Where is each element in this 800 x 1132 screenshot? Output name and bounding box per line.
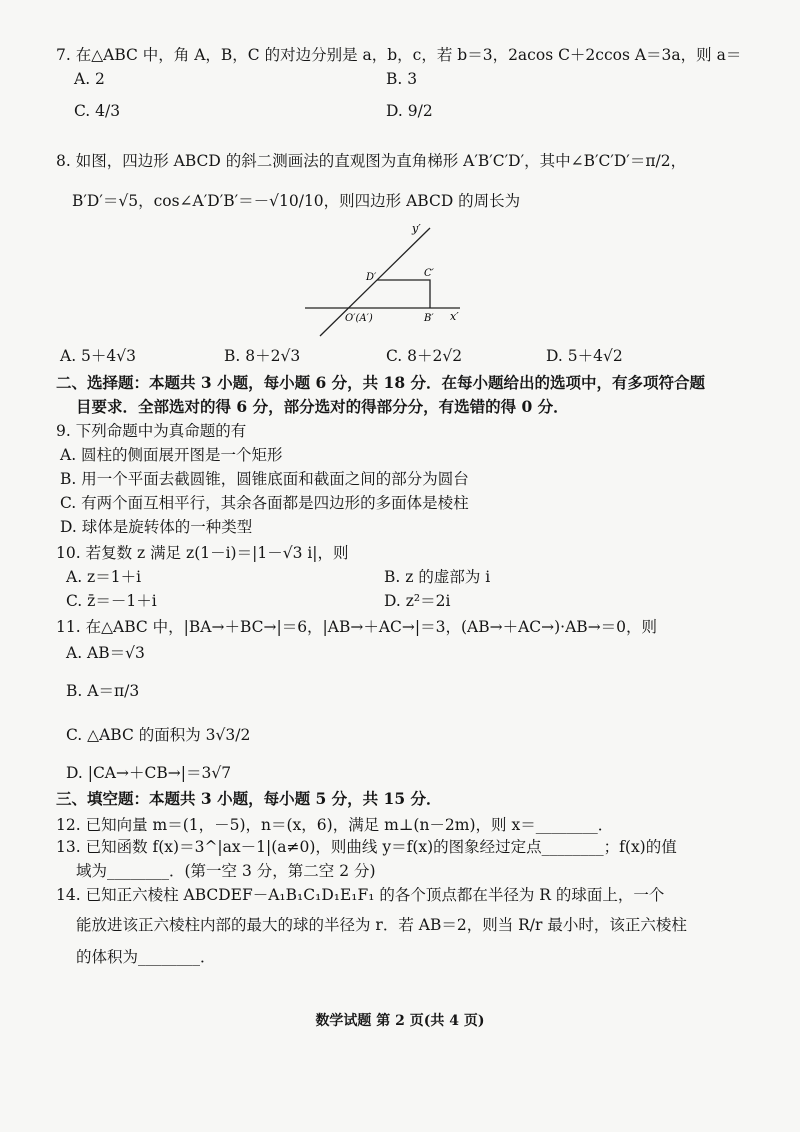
question-12: 12. 已知向量 m＝(1，－5)，n＝(x，6)，满足 m⊥(n－2m)，则 x＝________． <box>56 816 614 834</box>
question-10-stem: 10. 若复数 z 满足 z(1－i)＝|1－√3 i|，则 <box>56 544 349 562</box>
x-axis-label: x′ <box>450 310 459 323</box>
question-11-option-b: B. A＝π/3 <box>66 682 140 700</box>
question-9-option-c: C. 有两个面互相平行，其余各面都是四边形的多面体是棱柱 <box>60 494 469 512</box>
question-13-line2: 域为________．(第一空 3 分，第二空 2 分) <box>76 862 376 880</box>
question-7-option-a: A. 2 <box>74 70 105 88</box>
point-b-label: B′ <box>424 313 434 324</box>
question-11-option-c: C. △ABC 的面积为 3√3/2 <box>66 726 251 744</box>
question-8-option-c: C. 8＋2√2 <box>386 347 463 365</box>
question-9-stem: 9. 下列命题中为真命题的有 <box>56 422 247 440</box>
question-10-option-c: C. z̄＝－1＋i <box>66 592 157 610</box>
question-9-option-a: A. 圆柱的侧面展开图是一个矩形 <box>60 446 283 464</box>
question-7-option-c: C. 4/3 <box>74 102 121 120</box>
question-11-option-a: A. AB＝√3 <box>66 644 145 662</box>
origin-label: O′(A′) <box>345 313 373 324</box>
trapezoid-edges <box>377 280 430 308</box>
question-8-figure <box>290 218 480 343</box>
section-3-heading: 三、填空题：本题共 3 小题，每小题 5 分，共 15 分． <box>56 789 442 808</box>
question-9-option-b: B. 用一个平面去截圆锥，圆锥底面和截面之间的部分为圆台 <box>60 470 469 488</box>
question-7-stem: 7. 在△ABC 中，角 A，B，C 的对边分别是 a，b，c，若 b＝3，2acos C＋2ccos A＝3a，则 a＝ <box>56 46 742 64</box>
question-8-option-d: D. 5＋4√2 <box>546 347 623 365</box>
question-8-stem-line1: 8. 如图，四边形 ABCD 的斜二测画法的直观图为直角梯形 A′B′C′D′，其中∠B′C′D′＝π/2， <box>56 152 687 170</box>
page-footer: 数学试题 第 2 页(共 4 页) <box>315 1013 485 1029</box>
question-8-stem-line2: B′D′＝√5，cos∠A′D′B′＝－√10/10，则四边形 ABCD 的周长为 <box>72 192 521 210</box>
section-2-heading-cont: 目要求．全部选对的得 6 分，部分选对的得部分分，有选错的得 0 分． <box>76 397 569 416</box>
point-c-label: C′ <box>424 268 434 279</box>
question-14-line2: 能放进该正六棱柱内部的最大的球的半径为 r．若 AB＝2，则当 R/r 最小时，该正六棱柱 <box>76 916 687 934</box>
question-14-line3: 的体积为________． <box>76 948 216 966</box>
question-7-option-d: D. 9/2 <box>386 102 433 120</box>
section-2-heading: 二、选择题：本题共 3 小题，每小题 6 分，共 18 分．在每小题给出的选项中，有多项符合题 <box>56 373 706 392</box>
question-10-option-a: A. z＝1＋i <box>66 568 142 586</box>
question-9-option-d: D. 球体是旋转体的一种类型 <box>60 518 253 536</box>
y-axis-label: y′ <box>412 222 421 235</box>
question-8-option-a: A. 5＋4√3 <box>60 347 137 365</box>
question-11-option-d: D. |CA→＋CB→|＝3√7 <box>66 764 232 782</box>
question-10-option-d: D. z²＝2i <box>384 592 451 610</box>
question-10-option-b: B. z 的虚部为 i <box>384 568 491 586</box>
question-8-option-b: B. 8＋2√3 <box>224 347 301 365</box>
question-11-stem: 11. 在△ABC 中，|BA→＋BC→|＝6，|AB→＋AC→|＝3，(AB→＋AC→)·AB→＝0，则 <box>56 618 658 636</box>
question-13-line1: 13. 已知函数 f(x)＝3^|ax－1|(a≠0)，则曲线 y＝f(x)的图象经过定点________；f(x)的值 <box>56 838 677 856</box>
question-14-line1: 14. 已知正六棱柱 ABCDEF－A₁B₁C₁D₁E₁F₁ 的各个顶点都在半径为 R 的球面上，一个 <box>56 886 665 904</box>
question-7-option-b: B. 3 <box>386 70 418 88</box>
point-d-label: D′ <box>366 272 377 283</box>
